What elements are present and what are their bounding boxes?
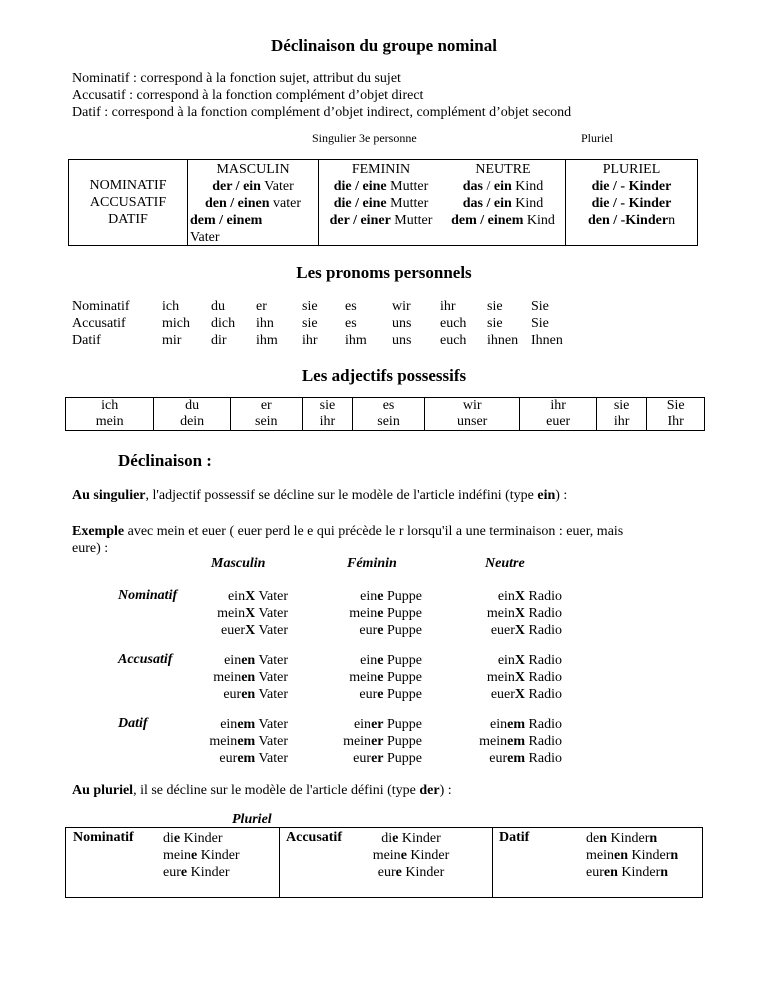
- intro-datif: Datif : correspond à la fonction complément d’objet indirect, complément d’objet second: [72, 105, 572, 120]
- case-label-accusatif: Accusatif: [118, 652, 173, 667]
- pronouns-title: Les pronoms personnels: [296, 263, 472, 282]
- plur-acc: die / - Kinder: [591, 196, 672, 211]
- pronoun-col-wir: wir uns uns: [392, 299, 412, 348]
- poss-cell: ich mein: [95, 398, 124, 429]
- poss-cell: wir unser: [424, 398, 519, 431]
- poss-cell: ihr euer: [520, 398, 596, 431]
- pronoun-col-sie-pl: sie sie ihnen: [487, 299, 519, 348]
- masc-dat: dem / einem Vater: [190, 213, 263, 245]
- gender-feminin: Féminin: [347, 556, 397, 571]
- acc-fem: eine Puppe meine Puppe eure Puppe: [349, 653, 422, 702]
- nom-neut: einX Radio meinX Radio euerX Radio: [486, 589, 562, 638]
- poss-cell: du dein: [154, 398, 231, 431]
- fem-nom: die / eine Mutter: [333, 179, 429, 194]
- possessives-title: Les adjectifs possessifs: [301, 366, 467, 385]
- masc-acc: den / einen vater: [204, 196, 302, 211]
- header-masculin: MASCULIN: [216, 162, 290, 177]
- singular-rule: Au singulier, l'adjectif possessif se décline sur le modèle de l'article indéfini (type ein) :: [72, 488, 568, 503]
- pronoun-col-Sie: Sie Sie Ihnen: [531, 299, 563, 348]
- poss-cell: sie ihr: [302, 398, 352, 431]
- dat-neut: einem Radio meinem Radio eurem Radio: [479, 717, 562, 766]
- pronoun-col-sie: sie sie ihr: [302, 299, 318, 348]
- header-neutre: NEUTRE: [475, 162, 531, 177]
- example-line-2: eure) :: [72, 541, 109, 556]
- possessives-table: [65, 397, 705, 431]
- neut-dat: dem / einem Kind: [451, 213, 555, 228]
- case-nominatif: NOMINATIF: [89, 178, 167, 193]
- page-title: Déclinaison du groupe nominal: [271, 36, 497, 55]
- neut-nom: das / ein Kind: [462, 179, 544, 194]
- case-label-nominatif: Nominatif: [118, 588, 178, 603]
- pronoun-col-ihr: ihr euch euch: [440, 299, 467, 348]
- poss-cell: es sein: [353, 398, 425, 431]
- plural-datif: den Kindern meinen Kindern euren Kindern: [586, 831, 679, 880]
- plural-table: [65, 827, 703, 898]
- case-accusatif: ACCUSATIF: [89, 195, 167, 210]
- declinaison-heading: Déclinaison :: [118, 451, 212, 470]
- caption-singular: Singulier 3e personne: [312, 131, 417, 145]
- pronoun-col-du: du dich dir: [211, 299, 236, 348]
- plural-label-nominatif: Nominatif: [73, 830, 134, 845]
- fem-dat: der / einer Mutter: [329, 213, 433, 228]
- masc-nom: der / ein Vater: [212, 179, 294, 194]
- header-pluriel: PLURIEL: [602, 162, 661, 177]
- gender-neutre: Neutre: [485, 556, 525, 571]
- dat-fem: einer Puppe meiner Puppe eurer Puppe: [343, 717, 422, 766]
- poss-cell: Sie Ihr: [647, 398, 705, 431]
- gender-masculin: Masculin: [211, 556, 266, 571]
- plural-caption: Pluriel: [232, 812, 272, 827]
- plural-label-accusatif: Accusatif: [286, 830, 342, 845]
- plural-rule: Au pluriel, il se décline sur le modèle de l'article défini (type der) :: [72, 783, 452, 798]
- pronoun-col-ich: ich mich mir: [162, 299, 190, 348]
- acc-neut: einX Radio meinX Radio euerX Radio: [486, 653, 562, 702]
- plur-nom: die / - Kinder: [591, 179, 672, 194]
- plural-nominatif: die Kinder meine Kinder eure Kinder: [163, 831, 240, 880]
- intro-nominatif: Nominatif : correspond à la fonction sujet, attribut du sujet: [72, 71, 401, 86]
- poss-cell: sie ihr: [596, 398, 646, 431]
- intro-accusatif: Accusatif : correspond à la fonction complément d’objet direct: [72, 88, 424, 103]
- caption-plural: Pluriel: [581, 131, 613, 145]
- declension-table: [68, 159, 698, 246]
- case-datif: DATIF: [108, 212, 148, 227]
- dat-masc: einem Vater meinem Vater eurem Vater: [209, 717, 288, 766]
- plur-dat: den / -Kindern: [587, 213, 676, 228]
- case-label-datif: Datif: [118, 716, 148, 731]
- pronoun-col-er: er ihn ihm: [256, 299, 278, 348]
- header-feminin: FEMININ: [351, 162, 411, 177]
- neut-acc: das / ein Kind: [462, 196, 544, 211]
- nom-masc: einX Vater meinX Vater euerX Vater: [217, 589, 288, 638]
- acc-masc: einen Vater meinen Vater euren Vater: [213, 653, 288, 702]
- nom-fem: eine Puppe meine Puppe eure Puppe: [349, 589, 422, 638]
- example-line: Exemple avec mein et euer ( euer perd le e qui précède le r lorsqu'il a une terminaison : euer, mais: [72, 524, 624, 539]
- plural-label-datif: Datif: [499, 830, 530, 845]
- plural-accusatif: die Kinder meine Kinder eure Kinder: [372, 831, 450, 880]
- poss-cell: er sein: [230, 398, 302, 431]
- fem-acc: die / eine Mutter: [333, 196, 429, 211]
- pronoun-col-es: es es ihm: [345, 299, 367, 348]
- pronoun-cases: Nominatif Accusatif Datif: [72, 299, 130, 348]
